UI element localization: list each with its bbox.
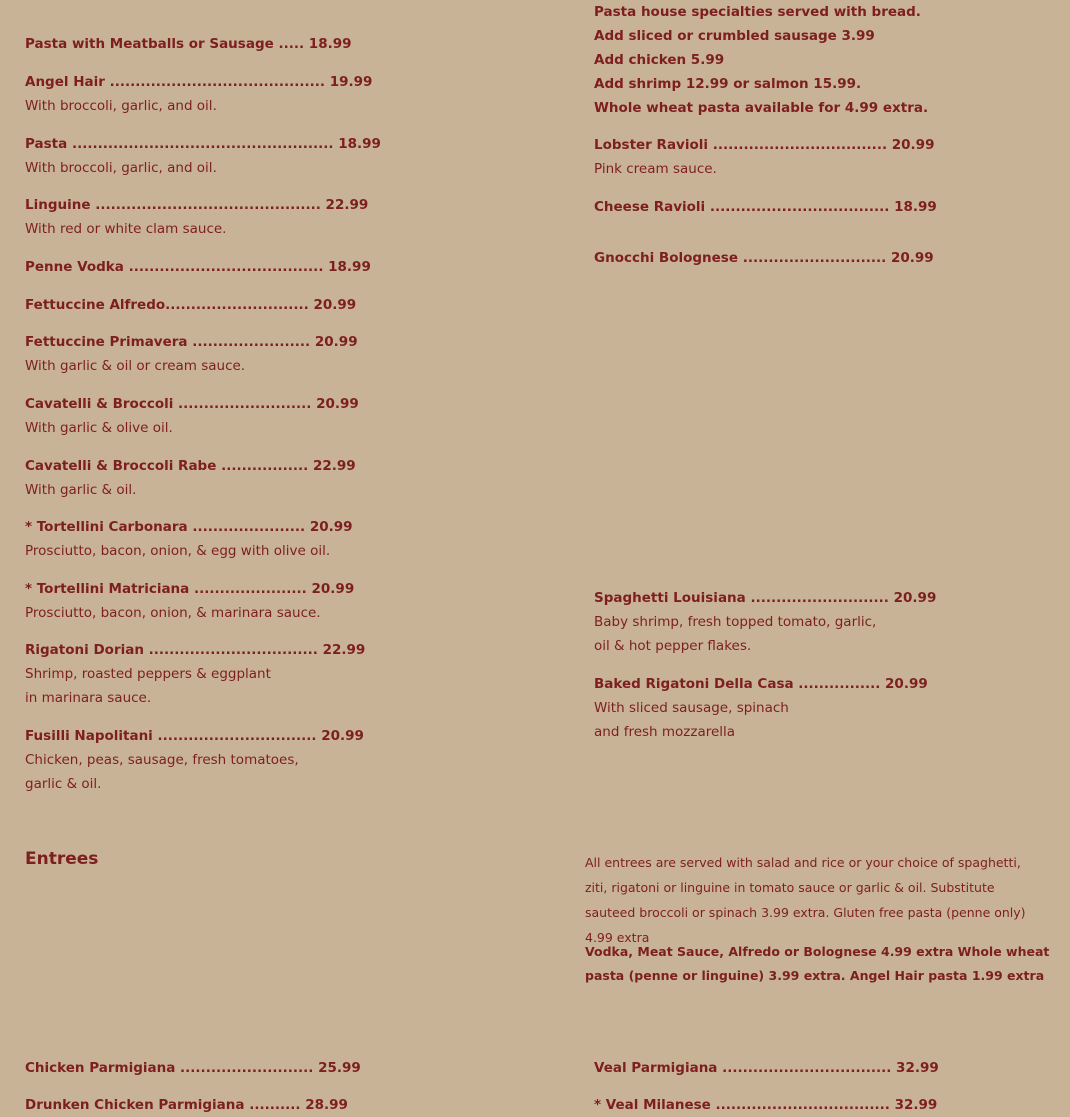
menu-item [594,672,928,744]
item-description: Prosciutto, bacon, onion, & egg with olive oil. [25,543,331,559]
item-description: Chicken, peas, sausage, fresh tomatoes, [25,752,299,768]
item-name: Fettuccine Primavera ....................... 20.99 [25,334,358,350]
item-name: Angel Hair .......................................... 19.99 [25,74,373,90]
item-description: With red or white clam sauce. [25,221,227,237]
item-description: Baby shrimp, fresh topped tomato, garlic, [594,614,877,630]
item-description: With broccoli, garlic, and oil. [25,98,217,114]
item-name: Pasta with Meatballs or Sausage ..... 18.99 [25,36,352,52]
item-description: oil & hot pepper flakes. [594,638,752,654]
item-name: Fettuccine Alfredo............................ 20.99 [25,297,357,313]
item-name: Spaghetti Louisiana ........................... 20.99 [594,590,937,606]
menu-item [25,255,371,279]
item-name: * Veal Milanese .................................. 32.99 [594,1097,938,1113]
menu-item [594,1093,937,1117]
menu-item [25,392,359,440]
menu-item [25,330,358,378]
note-line: Pasta house specialties served with bread. [594,4,921,20]
menu-item [25,454,356,502]
note-line: Whole wheat pasta available for 4.99 extra. [594,100,929,116]
specials-notes [594,0,928,120]
menu-item [25,724,364,796]
menu-item [25,70,372,118]
item-description: garlic & oil. [25,776,102,792]
item-name: Cavatelli & Broccoli Rabe ................. 22.99 [25,458,356,474]
note-line: Add sliced or crumbled sausage 3.99 [594,28,875,44]
menu-item [25,193,368,241]
item-name: Baked Rigatoni Della Casa ................ 20.99 [594,676,928,692]
menu-item [25,293,356,317]
item-name: Gnocchi Bolognese ............................ 20.99 [594,250,934,266]
menu-item [25,1056,361,1080]
item-description: With broccoli, garlic, and oil. [25,160,217,176]
item-description: Pink cream sauce. [594,161,717,177]
item-name: Lobster Ravioli .................................. 20.99 [594,137,935,153]
section-heading-entrees: Entrees [25,849,99,869]
item-name: Penne Vodka ...................................... 18.99 [25,259,371,275]
menu-item [25,638,365,710]
item-description: Shrimp, roasted peppers & eggplant [25,666,271,682]
item-name: Pasta ................................................... 18.99 [25,136,381,152]
menu-item [594,1056,939,1080]
menu-item [25,577,354,625]
item-description: Prosciutto, bacon, onion, & marinara sauce. [25,605,321,621]
menu-item [594,586,936,658]
item-name: Chicken Parmigiana .......................... 25.99 [25,1060,361,1076]
item-name: Fusilli Napolitani ............................... 20.99 [25,728,364,744]
entrees-info: All entrees are served with salad and rice or your choice of spaghetti, ziti, rigatoni or linguine in tomato sauce or garlic & oil. Substitute sauteed broccoli or spinach 3.99 extra. Gluten free pasta (penne only) 4.99 extra [585,855,1026,945]
menu-item [594,195,937,219]
item-name: Cavatelli & Broccoli .......................... 20.99 [25,396,359,412]
item-description: With garlic & olive oil. [25,420,173,436]
item-name: Drunken Chicken Parmigiana .......... 28.99 [25,1097,348,1113]
note-line: Add shrimp 12.99 or salmon 15.99. [594,76,862,92]
menu-item [594,133,934,181]
item-description: and fresh mozzarella [594,724,736,740]
item-name: * Tortellini Matriciana ...................... 20.99 [25,581,355,597]
item-description: With sliced sausage, spinach [594,700,789,716]
item-description: in marinara sauce. [25,690,152,706]
note-line: Add chicken 5.99 [594,52,725,68]
item-description: With garlic & oil or cream sauce. [25,358,246,374]
menu-item [25,32,352,56]
item-description: With garlic & oil. [25,482,137,498]
item-name: * Tortellini Carbonara ...................... 20.99 [25,519,353,535]
menu-item [25,132,381,180]
item-name: Linguine ............................................ 22.99 [25,197,369,213]
item-name: Cheese Ravioli ................................... 18.99 [594,199,937,215]
menu-item [25,1093,348,1117]
entrees-extras: Vodka, Meat Sauce, Alfredo or Bolognese 4.99 extra Whole wheat pasta (penne or linguine) 3.99 extra. Angel Hair pasta 1.99 extra [585,944,1050,983]
menu-item [25,515,353,563]
menu-item [594,246,934,270]
item-name: Rigatoni Dorian ................................. 22.99 [25,642,366,658]
item-name: Veal Parmigiana ................................. 32.99 [594,1060,939,1076]
